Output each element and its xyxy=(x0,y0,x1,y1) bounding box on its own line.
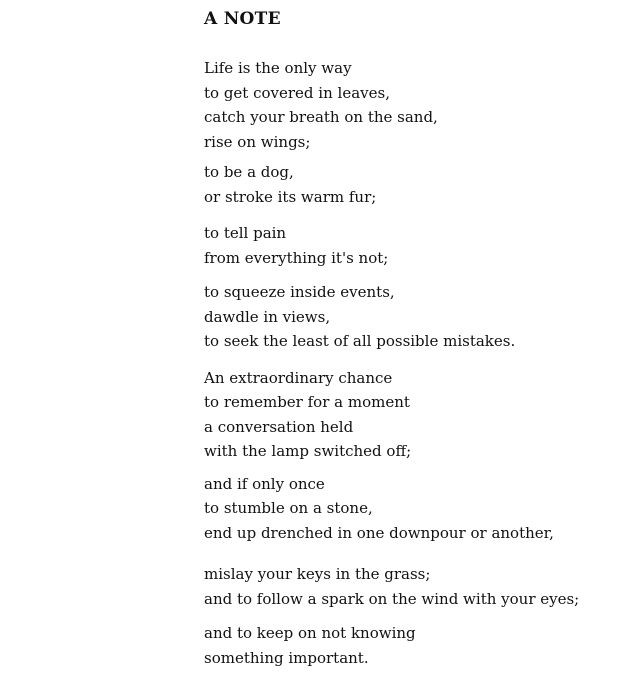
poem-line: mislay your keys in the grass; xyxy=(204,565,431,583)
poem-line: to seek the least of all possible mistakes. xyxy=(204,332,516,350)
stanza-2 xyxy=(204,160,624,209)
poem-line: to stumble on a stone, xyxy=(204,499,373,517)
poem-line: An extraordinary chance xyxy=(204,368,393,387)
stanza-6 xyxy=(204,472,624,546)
poem-line: from everything it's not; xyxy=(204,248,389,267)
poem-line: and if only once xyxy=(204,474,325,493)
poem-line: and to follow a spark on the wind with your eyes; xyxy=(204,589,580,608)
poem-line: or stroke its warm fur; xyxy=(204,187,377,206)
poem-line: to get covered in leaves, xyxy=(204,83,390,102)
poem-line: and to keep on not knowing xyxy=(204,624,416,642)
poem-line: a conversation held xyxy=(204,417,354,436)
stanza-3 xyxy=(204,221,624,270)
poem-line: to remember for a moment xyxy=(204,393,410,411)
poem-line: to be a dog, xyxy=(204,163,294,181)
stanza-4 xyxy=(204,280,624,354)
stanza-1 xyxy=(204,56,624,154)
poem-line: with the lamp switched off; xyxy=(204,442,412,460)
poem-line: rise on wings; xyxy=(204,132,311,151)
poem-title: A NOTE xyxy=(204,9,281,29)
stanza-8 xyxy=(204,621,624,670)
stanza-5 xyxy=(204,366,624,464)
poem-line: dawdle in views, xyxy=(204,307,331,326)
poem-line: end up drenched in one downpour or another, xyxy=(204,523,554,542)
poem-line: catch your breath on the sand, xyxy=(204,108,438,126)
poem xyxy=(204,6,624,670)
poem-line: Life is the only way xyxy=(204,59,352,77)
poem-line: something important. xyxy=(204,648,369,667)
stanza-7 xyxy=(204,562,624,611)
poem-line: to tell pain xyxy=(204,224,287,242)
poem-line: to squeeze inside events, xyxy=(204,283,395,301)
